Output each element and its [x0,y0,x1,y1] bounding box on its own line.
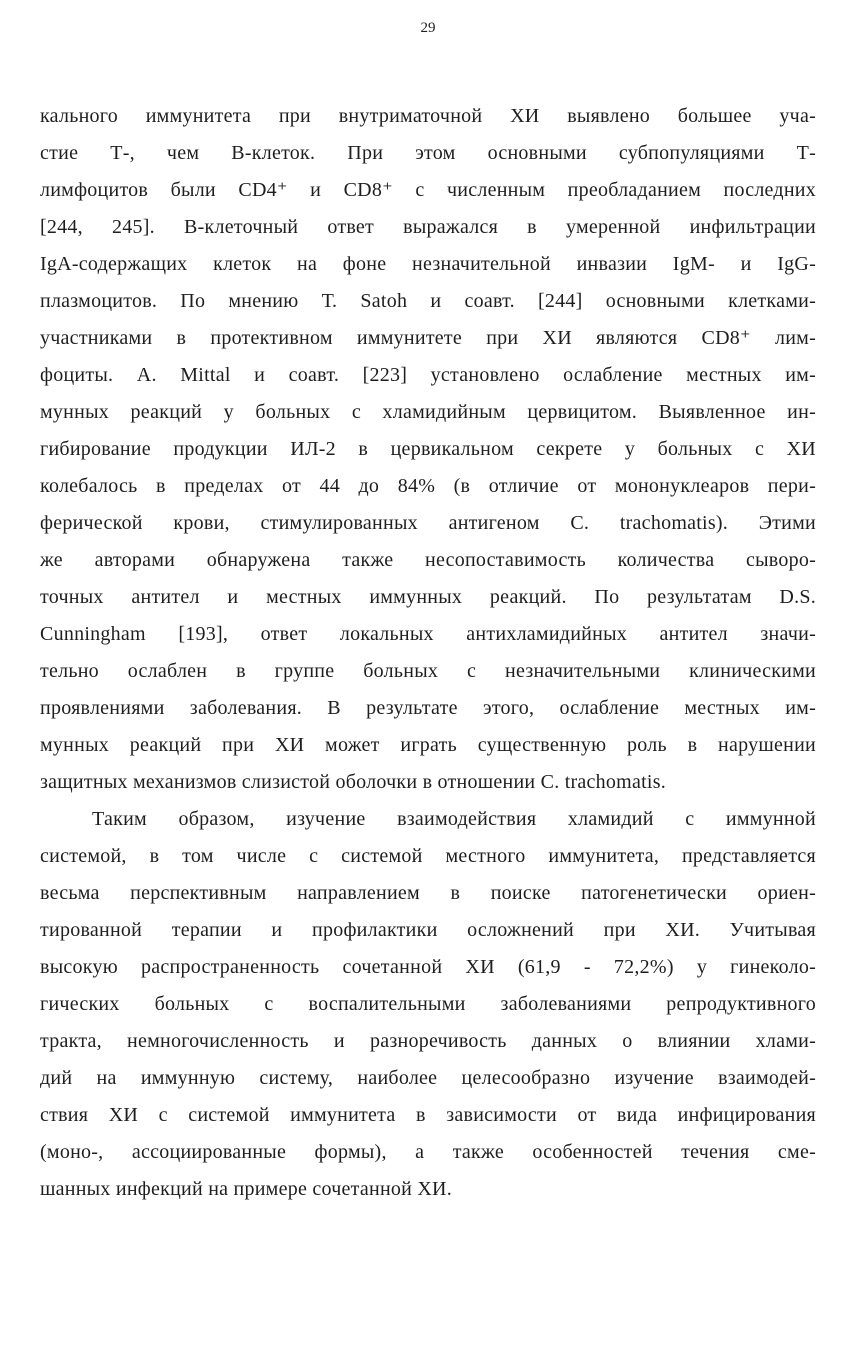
text-line: дий на иммунную систему, наиболее целесообразно изучение взаимодей- [40,1067,816,1089]
text-line: же авторами обнаружена также несопоставимость количества сыворо- [40,549,816,571]
text-line: защитных механизмов слизистой оболочки в отношении C. trachomatis. [40,771,666,793]
text-line: ферической крови, стимулированных антигеном C. trachomatis). Этими [40,512,816,534]
text-line: IgA-содержащих клеток на фоне незначительной инвазии IgM- и IgG- [40,253,816,275]
paragraph [40,98,816,801]
text-line: гибирование продукции ИЛ-2 в цервикальном секрете у больных с ХИ [40,438,816,460]
text-line: участниками в протективном иммунитете при ХИ являются CD8⁺ лим- [40,327,816,349]
text-line: мунных реакций при ХИ может играть существенную роль в нарушении [40,734,816,756]
text-line: Cunningham [193], ответ локальных антихламидийных антител значи- [40,623,816,645]
text-line: тракта, немногочисленность и разноречивость данных о влиянии хлами- [40,1030,816,1052]
text-line: фоциты. A. Mittal и соавт. [223] установлено ослабление местных им- [40,364,816,386]
text-line: весьма перспективным направлением в поиске патогенетически ориен- [40,882,816,904]
paragraph [40,801,816,1208]
text-line: тированной терапии и профилактики осложнений при ХИ. Учитывая [40,919,816,941]
body-text [40,98,816,1208]
text-line: ствия ХИ с системой иммунитета в зависимости от вида инфицирования [40,1104,816,1126]
text-line: лимфоцитов были CD4⁺ и CD8⁺ с численным преобладанием последних [40,179,816,201]
text-line: Таким образом, изучение взаимодействия хламидий с иммунной [92,808,816,830]
text-line: высокую распространенность сочетанной ХИ (61,9 - 72,2%) у гинеколо- [40,956,816,978]
text-line: точных антител и местных иммунных реакций. По результатам D.S. [40,586,816,608]
text-line: [244, 245]. В-клеточный ответ выражался в умеренной инфильтрации [40,216,816,238]
text-line: мунных реакций у больных с хламидийным цервицитом. Выявленное ин- [40,401,816,423]
page-number: 29 [420,20,436,36]
text-line: плазмоцитов. По мнению Т. Satoh и соавт. [244] основными клетками- [40,290,816,312]
text-line: стие Т-, чем В-клеток. При этом основными субпопуляциями Т- [40,142,816,164]
text-line: кального иммунитета при внутриматочной ХИ выявлено большее уча- [40,105,816,127]
text-line: тельно ослаблен в группе больных с незначительными клиническими [40,660,816,682]
text-line: системой, в том числе с системой местного иммунитета, представляется [40,845,816,867]
text-line: проявлениями заболевания. В результате этого, ослабление местных им- [40,697,816,719]
text-line: (моно-, ассоциированные формы), а также особенностей течения сме- [40,1141,816,1163]
text-line: колебалось в пределах от 44 до 84% (в отличие от мононуклеаров пери- [40,475,816,497]
text-line: шанных инфекций на примере сочетанной ХИ. [40,1178,452,1200]
text-line: гических больных с воспалительными заболеваниями репродуктивного [40,993,816,1015]
